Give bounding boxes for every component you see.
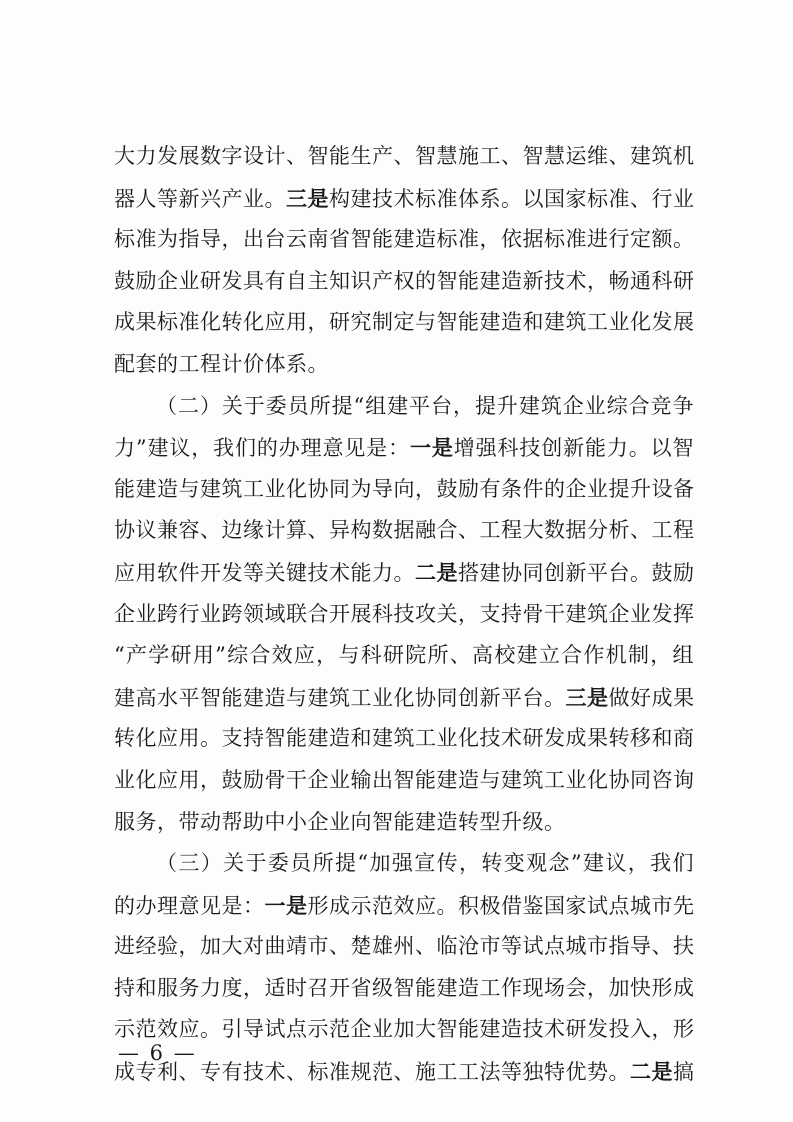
text-segment: 构建技术标准体系。以国家标准、行业 xyxy=(329,186,695,211)
text-line xyxy=(114,677,694,719)
text-segment: 做好成果 xyxy=(608,685,695,710)
text-segment: 业化应用，鼓励骨干企业输出智能建造与建筑工业化协同咨询 xyxy=(114,767,695,792)
text-line xyxy=(114,885,694,927)
text-segment: 转化应用。支持智能建造和建筑工业化技术研发成果转移和商 xyxy=(114,726,695,751)
text-line xyxy=(114,427,694,469)
text-line xyxy=(114,718,694,760)
text-line xyxy=(114,552,694,594)
text-segment: 能建造与建筑工业化协同为导向，鼓励有条件的企业提升设备 xyxy=(114,476,695,501)
text-segment: 服务，带动帮助中小企业向智能建造转型升级。 xyxy=(114,809,566,834)
text-line xyxy=(114,469,694,511)
paragraph-first-line xyxy=(114,843,694,885)
bold-keyword: 二是 xyxy=(630,1059,673,1085)
text-segment: 搭建协同创新平台。鼓励 xyxy=(458,560,695,585)
text-segment: 增强科技创新能力。以智 xyxy=(453,436,694,461)
text-segment: 企业跨行业跨领域联合开展科技攻关，支持骨干建筑企业发挥 xyxy=(114,601,695,626)
text-segment: 形成示范效应。积极借鉴国家试点城市先 xyxy=(307,893,695,918)
text-segment: 配套的工程计价体系。 xyxy=(114,351,329,376)
text-segment: 协议兼容、边缘计算、异构数据融合、工程大数据分析、工程 xyxy=(114,518,695,543)
text-segment: 标准为指导，出台云南省智能建造标准，依据标准进行定额。 xyxy=(114,227,695,252)
bold-keyword: 一是 xyxy=(410,435,454,461)
text-segment: 应用软件开发等关键技术能力。 xyxy=(114,560,415,585)
text-segment: （二）关于委员所提“组建平台，提升建筑企业综合竞争 xyxy=(156,393,694,418)
bold-keyword: 三是 xyxy=(286,185,329,211)
text-segment: 成果标准化转化应用，研究制定与智能建造和建筑工业化发展 xyxy=(114,310,695,335)
text-line xyxy=(114,136,694,178)
text-line xyxy=(114,926,694,968)
page-number: — 6 — xyxy=(118,1041,197,1065)
text-segment: “产学研用”综合效应，与科研院所、高校建立合作机制，组 xyxy=(114,643,694,668)
bold-keyword: 二是 xyxy=(415,559,458,585)
paragraph-first-line xyxy=(114,386,694,428)
text-line xyxy=(114,635,694,677)
text-segment: 持和服务力度，适时召开省级智能建造工作现场会，加快形成 xyxy=(114,975,695,1000)
text-segment: 建高水平智能建造与建筑工业化协同创新平台。 xyxy=(114,685,566,710)
text-line xyxy=(114,760,694,802)
bold-keyword: 一是 xyxy=(264,892,308,918)
text-line xyxy=(114,594,694,636)
text-segment: 器人等新兴产业。 xyxy=(114,186,286,211)
text-line xyxy=(114,344,694,386)
text-segment: 力”建议，我们的办理意见是： xyxy=(114,436,410,461)
text-segment: 的办理意见是： xyxy=(114,893,265,918)
text-line xyxy=(114,802,694,844)
text-segment: 进经验，加大对曲靖市、楚雄州、临沧市等试点城市指导、扶 xyxy=(114,934,695,959)
text-line xyxy=(114,261,694,303)
text-line xyxy=(114,510,694,552)
text-line xyxy=(114,1051,694,1093)
text-line xyxy=(114,1009,694,1051)
text-line xyxy=(114,302,694,344)
text-segment: 鼓励企业研发具有自主知识产权的智能建造新技术，畅通科研 xyxy=(114,268,695,293)
text-segment: 成专利、专有技术、标准规范、施工工法等独特优势。 xyxy=(114,1060,630,1085)
text-segment: 大力发展数字设计、智能生产、智慧施工、智慧运维、建筑机 xyxy=(114,144,695,168)
text-segment: 示范效应。引导试点示范企业加大智能建造技术研发投入，形 xyxy=(114,1017,695,1042)
document-body xyxy=(114,136,694,1093)
text-segment: 搞 xyxy=(673,1060,695,1085)
text-line xyxy=(114,968,694,1010)
text-line xyxy=(114,219,694,261)
text-segment: （三）关于委员所提“加强宣传，转变观念”建议，我们 xyxy=(156,851,694,876)
bold-keyword: 三是 xyxy=(565,684,609,710)
text-line xyxy=(114,178,694,220)
